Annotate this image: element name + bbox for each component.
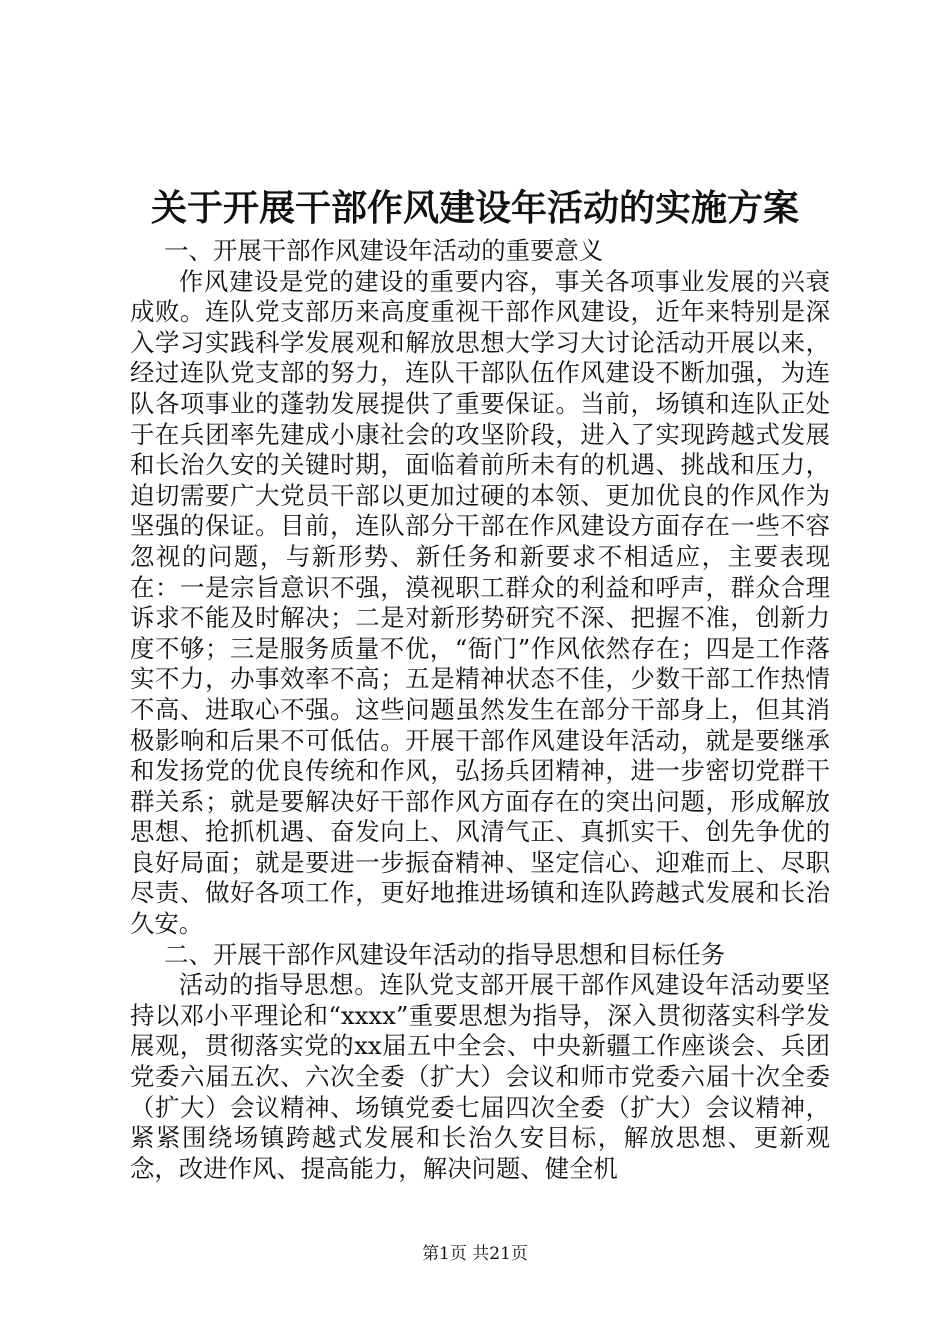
document-body (130, 236, 830, 1184)
body-paragraph-1: 作风建设是党的建设的重要内容，事关各项事业发展的兴衰成败。连队党支部历来高度重视干部作风建设，近年来特别是深入学习实践科学发展观和解放思想大学习大讨论活动开展以来，经过连队党支部的努力，连队干部队伍作风建设不断加强，为连队各项事业的蓬勃发展提供了重要保证。当前，场镇和连队正处于在兵团率先建成小康社会的攻坚阶段，进入了实现跨越式发展和长治久安的关键时期，面临着前所未有的机遇、挑战和压力，迫切需要广大党员干部以更加过硬的本领、更加优良的作风作为坚强的保证。目前，连队部分干部在作风建设方面存在一些不容忽视的问题，与新形势、新任务和新要求不相适应，主要表现在：一是宗旨意识不强，漠视职工群众的利益和呼声，群众合理诉求不能及时解决；二是对新形势研究不深、把握不准，创新力度不够；三是服务质量不优，“衙门”作风依然存在；四是工作落实不力，办事效率不高；五是精神状态不佳，少数干部工作热情不高、进取心不强。这些问题虽然发生在部分干部身上，但其消极影响和后果不可低估。开展干部作风建设年活动，就是要继承和发扬党的优良传统和作风，弘扬兵团精神，进一步密切党群干群关系；就是要解决好干部作风方面存在的突出问题，形成解放思想、抢抓机遇、奋发向上、风清气正、真抓实干、创先争优的良好局面；就是要进一步振奋精神、坚定信心、迎难而上、尽职尽责、做好各项工作，更好地推进场镇和连队跨越式发展和长治久安。 (130, 266, 830, 939)
body-paragraph-2: 活动的指导思想。连队党支部开展干部作风建设年活动要坚持以邓小平理论和“xxxx”重要思想为指导，深入贯彻落实科学发展观，贯彻落实党的xx届五中全会、中央新疆工作座谈会、兵团党委六届五次、六次全委（扩大）会议和师市党委六届十次全委（扩大）会议精神、场镇党委七届四次全委（扩大）会议精神，紧紧围绕场镇跨越式发展和长治久安目标，解放思想、更新观念，改进作风、提高能力，解决问题、健全机 (130, 970, 830, 1183)
document-title: 关于开展干部作风建设年活动的实施方案 (150, 187, 799, 229)
section-heading-2: 二、开展干部作风建设年活动的指导思想和目标任务 (164, 939, 726, 969)
section-heading-1: 一、开展干部作风建设年活动的重要意义 (164, 236, 604, 265)
page-number-footer: 第1页 共21页 (422, 1244, 528, 1264)
